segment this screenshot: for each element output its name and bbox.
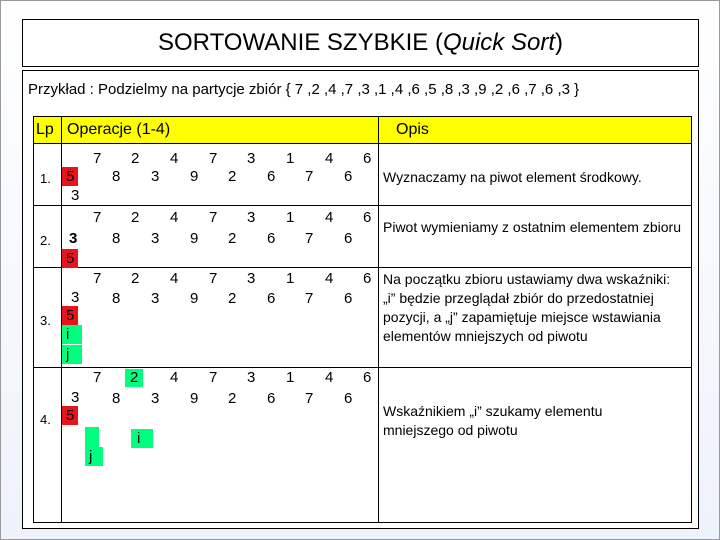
row-description: Wskaźnikiem „i” szukamy elementu mniejszego od piwotu [383,403,603,438]
set-value-top: 6 [363,209,372,226]
content-box [22,70,699,529]
row-description: Na początku zbioru ustawiamy dwa wskaźniki: „i” będzie przeglądał zbiór do przedostatniej pozycji, a „j” zapamiętuje miejsce wstawiania elementów mniejszych od piwotu [383,271,671,344]
set-value-bottom: 2 [228,230,237,247]
set-value-top: 3 [247,270,256,287]
set-value-bottom: 8 [112,290,121,307]
set-value-bottom: 2 [228,290,237,307]
set-value-top: 4 [325,209,334,226]
example-text: Przykład : Podzielmy na partycje zbiór { 7 ,2 ,4 ,7 ,3 ,1 ,4 ,6 ,5 ,8 ,3 ,9 ,2 ,6 ,7 ,6 ,3 } [28,81,580,98]
title-main: SORTOWANIE SZYBKIE ( [158,29,443,56]
pointer-i: i [131,429,153,448]
set-value-top: 6 [363,270,372,287]
pivot-cell: 5 [62,306,78,325]
set-value-bottom: 6 [267,290,276,307]
set-value-top: 7 [209,369,218,386]
set-value-top: 3 [247,369,256,386]
set-value-bottom: 8 [112,390,121,407]
row-description: Wyznaczamy na piwot element środkowy. [383,169,642,185]
set-value-bottom: 2 [228,168,237,185]
set-value-top: 3 [247,209,256,226]
row-divider [34,367,691,368]
set-value-bottom: 3 [151,168,160,185]
extra-value: 3 [71,289,80,306]
set-value-bottom: 7 [305,230,314,247]
row-divider [34,205,691,206]
header-ops: Operacje (1-4) [67,121,171,138]
set-value-bottom: 6 [344,230,353,247]
row-divider [34,267,691,268]
set-value-top: 2 [131,270,140,287]
set-value-top: 7 [93,209,102,226]
set-value-top: 4 [325,270,334,287]
set-value-top: 1 [286,270,295,287]
set-value-top: 6 [363,369,372,386]
set-value-bottom: 3 [151,230,160,247]
pivot-cell: 5 [62,249,78,268]
set-value-top: 2 [131,150,140,167]
set-value-bottom: 6 [344,168,353,185]
set-value-bottom: 6 [344,390,353,407]
set-value-top: 4 [325,369,334,386]
set-value-top: 1 [286,209,295,226]
set-value-top: 2 [131,209,140,226]
pivot-cell: 5 [62,406,78,425]
set-value-top: 4 [170,369,179,386]
set-value-bottom: 7 [305,168,314,185]
operations-table [33,116,692,523]
set-value-top: 7 [93,369,102,386]
set-value-top: 4 [170,150,179,167]
extra-value: 3 [71,389,80,406]
set-value-top: 7 [93,150,102,167]
pointer-j: j [85,447,103,466]
header-desc: Opis [396,121,429,138]
set-value-bottom: 7 [305,290,314,307]
pointer-i-marker: 2 [125,369,143,387]
set-value-top: 4 [170,209,179,226]
set-value-bottom: 8 [112,168,121,185]
pointer-i: i [62,325,82,344]
extra-value: 3 [69,230,78,247]
set-value-top: 3 [247,150,256,167]
pointer-j: j [62,345,82,364]
set-value-top: 7 [93,270,102,287]
row-number: 2. [40,233,51,248]
set-value-bottom: 6 [267,230,276,247]
row-number: 3. [40,313,51,328]
set-value-bottom: 9 [190,230,199,247]
extra-value: 3 [71,187,80,204]
title-end: ) [554,29,563,56]
set-value-bottom: 3 [151,390,160,407]
set-value-top: 4 [170,270,179,287]
title-italic: Quick Sort [442,29,555,56]
set-value-bottom: 2 [228,390,237,407]
header-lp: Lp [36,121,54,138]
set-value-top: 7 [209,209,218,226]
row-description: Piwot wymieniamy z ostatnim elementem zbioru [383,219,681,235]
row-number: 4. [40,412,51,427]
set-value-bottom: 3 [151,290,160,307]
set-value-bottom: 6 [267,390,276,407]
set-value-top: 1 [286,369,295,386]
slide-title [22,19,699,67]
pivot-cell: 5 [62,167,78,186]
set-value-bottom: 9 [190,290,199,307]
set-value-top: 1 [286,150,295,167]
set-value-bottom: 6 [267,168,276,185]
set-value-bottom: 8 [112,230,121,247]
set-value-bottom: 9 [190,168,199,185]
col-divider [378,117,379,522]
set-value-top: 7 [209,270,218,287]
set-value-top: 6 [363,150,372,167]
set-value-bottom: 6 [344,290,353,307]
table-header [34,117,691,144]
set-value-bottom: 9 [190,390,199,407]
set-value-top: 4 [325,150,334,167]
set-value-top: 7 [209,150,218,167]
row-number: 1. [40,171,51,186]
set-value-bottom: 7 [305,390,314,407]
